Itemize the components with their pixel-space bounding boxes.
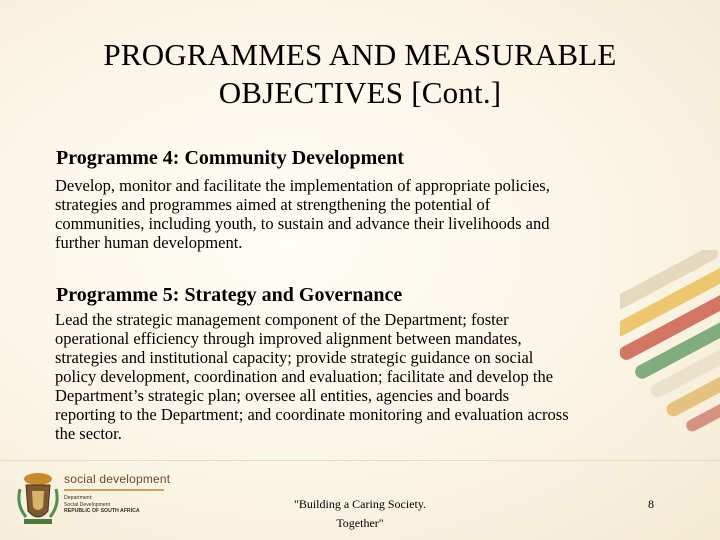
programme-5-description xyxy=(55,310,695,443)
footer-divider xyxy=(0,460,720,461)
programme-4-heading: Programme 4: Community Development xyxy=(56,147,404,169)
programme-5-line: strategies and institutional capacity; provide strategic guidance on social xyxy=(55,348,534,367)
page-number: 8 xyxy=(648,497,654,511)
department-lines xyxy=(64,495,140,515)
programme-4-line: further human development. xyxy=(55,233,243,252)
slogan xyxy=(270,495,450,533)
programme-5-line: operational efficiency through improved alignment between mandates, xyxy=(55,329,522,348)
programme-4-line: Develop, monitor and facilitate the implementation of appropriate policies, xyxy=(55,176,550,195)
dept-line: Department: xyxy=(64,495,93,501)
slide-title xyxy=(60,36,660,112)
title-line-1: PROGRAMMES AND MEASURABLE xyxy=(103,37,617,72)
slogan-line-1: "Building a Caring Society. xyxy=(293,497,427,511)
programme-4-line: communities, including youth, to sustain and advance their livelihoods and xyxy=(55,214,550,233)
programme-4-description xyxy=(55,176,675,252)
brand-name: social development xyxy=(64,472,171,486)
dept-line: REPUBLIC OF SOUTH AFRICA xyxy=(64,508,140,514)
programme-5-line: Department’s strategic plan; oversee all entities, agencies and boards xyxy=(55,386,510,405)
title-line-2: OBJECTIVES [Cont.] xyxy=(218,75,502,110)
brand-underline xyxy=(64,489,164,491)
programme-5-line: Lead the strategic management component of the Department; foster xyxy=(55,310,509,329)
programme-5-line: policy development, coordination and evaluation; facilitate and develop the xyxy=(55,367,554,386)
programme-4-line: strategies and programmes aimed at strengthening the potential of xyxy=(55,195,491,214)
dept-line: Social Development xyxy=(64,501,111,508)
programme-5-line: the sector. xyxy=(55,424,122,443)
programme-5-heading: Programme 5: Strategy and Governance xyxy=(56,284,403,306)
programme-5-line: reporting to the Department; and coordinate monitoring and evaluation across xyxy=(55,405,569,424)
slogan-line-2: Together" xyxy=(336,516,384,530)
